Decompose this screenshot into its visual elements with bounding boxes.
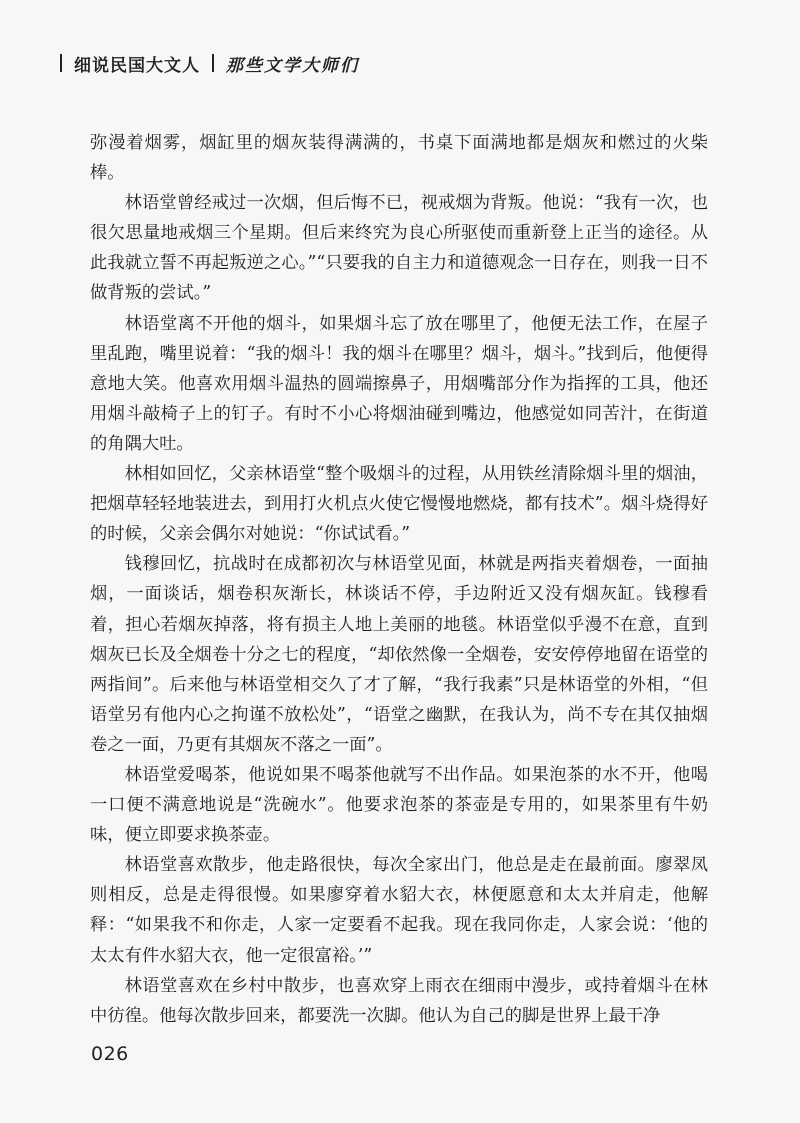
paragraph: 林语堂喜欢散步，他走路很快，每次全家出门，他总是走在最前面。廖翠凤则相反，总是走得很慢。如果廖穿着水貂大衣，林便愿意和太太并肩走，他解释：“如果我不和你走，人家一定要看不起我。现在我同你走，人家会说：‘他的太太有件水貂大衣，他一定很富裕。’”	[90, 855, 708, 966]
paragraph: 林语堂曾经戒过一次烟，但后悔不已，视戒烟为背叛。他说：“我有一次，也很欠思量地戒烟三个星期。但后来终究为良心所驱使而重新登上正当的途径。从此我就立誓不再起叛逆之心。”“只要我的自主力和道德观念一日存在，则我一日不做背叛的尝试。”	[90, 193, 708, 304]
running-header	[60, 48, 359, 78]
paragraph: 林语堂离不开他的烟斗，如果烟斗忘了放在哪里了，他便无法工作，在屋子里乱跑，嘴里说着：“我的烟斗！我的烟斗在哪里？烟斗，烟斗。”找到后，他便得意地大笑。他喜欢用烟斗温热的圆端擦鼻子，用烟嘴部分作为指挥的工具，他还用烟斗敲椅子上的钉子。有时不小心将烟油碰到嘴边，他感觉如同苦汁，在街道的角隅大吐。	[90, 313, 708, 454]
page-number: 026	[91, 1043, 129, 1065]
book-subtitle: 那些文学大师们	[226, 55, 359, 76]
series-title: 细说民国大文人	[74, 55, 200, 76]
body-text	[90, 128, 708, 1031]
header-divider-left	[60, 54, 62, 72]
paragraph: 弥漫着烟雾，烟缸里的烟灰装得满满的，书桌下面满地都是烟灰和燃过的火柴棒。	[90, 133, 708, 184]
paragraph: 钱穆回忆，抗战时在成都初次与林语堂见面，林就是两指夹着烟卷，一面抽烟，一面谈话，烟卷积灰渐长，林谈话不停，手边附近又没有烟灰缸。钱穆看着，担心若烟灰掉落，将有损主人地上美丽的地毯。林语堂似乎漫不在意，直到烟灰已长及全烟卷十分之七的程度，“却依然像一全烟卷，安安停停地留在语堂的两指间”。后来他与林语堂相交久了才了解，“我行我素”只是林语堂的外相，“但语堂另有他内心之拘谨不放松处”，“语堂之幽默，在我认为，尚不专在其仅抽烟卷之一面，乃更有其烟灰不落之一面”。	[90, 554, 708, 755]
paragraph: 林语堂爱喝茶，他说如果不喝茶他就写不出作品。如果泡茶的水不开，他喝一口便不满意地说是“洗碗水”。他要求泡茶的茶壶是专用的，如果茶里有牛奶味，便立即要求换茶壶。	[90, 764, 708, 846]
paragraph: 林语堂喜欢在乡村中散步，也喜欢穿上雨衣在细雨中漫步，或持着烟斗在林中彷徨。他每次散步回来，都要洗一次脚。他认为自己的脚是世界上最干净	[90, 975, 708, 1026]
paragraph: 林相如回忆，父亲林语堂“整个吸烟斗的过程，从用铁丝清除烟斗里的烟油，把烟草轻轻地装进去，到用打火机点火使它慢慢地燃烧，都有技术”。烟斗烧得好的时候，父亲会偶尔对她说：“你试试看。”	[90, 464, 708, 545]
header-divider-middle	[212, 54, 214, 72]
